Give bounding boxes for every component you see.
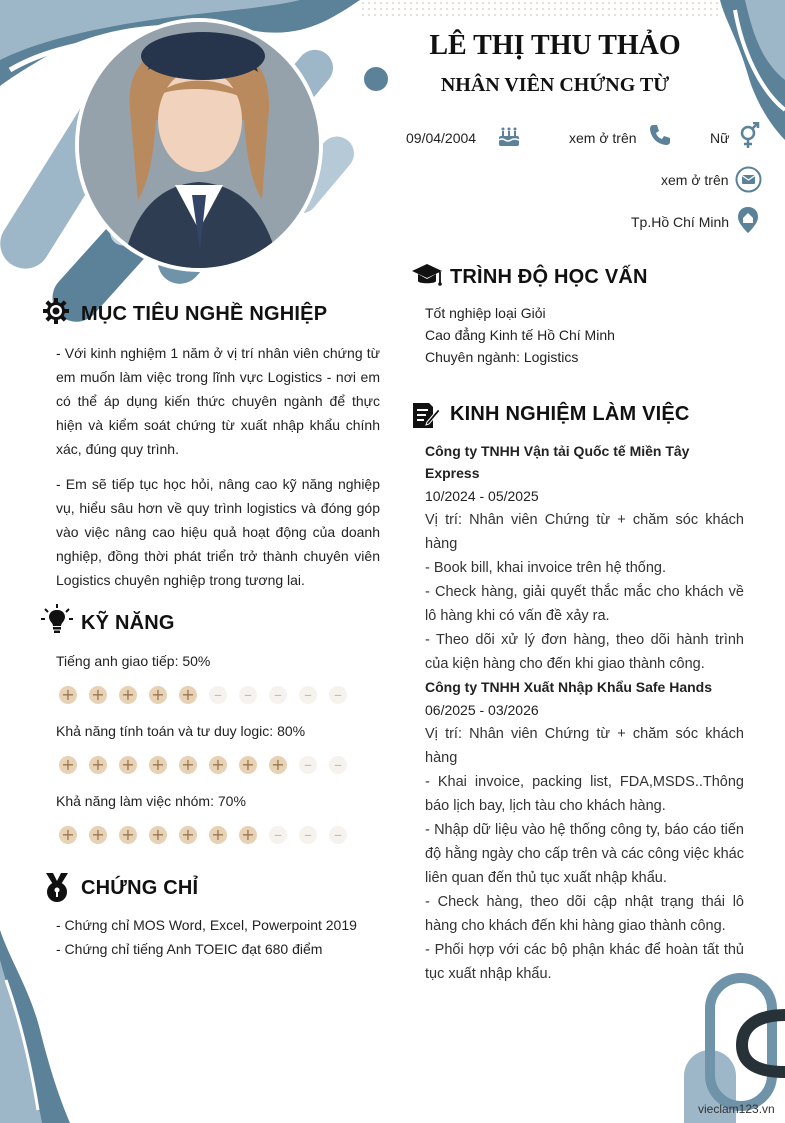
job-period: 06/2025 - 03/2026 — [425, 702, 539, 718]
job-position: Vị trí: Nhân viên Chứng từ + chăm sóc khách hàng — [425, 512, 744, 552]
skill-dot-empty: – — [269, 826, 287, 844]
job-task: - Nhập dữ liệu vào hệ thống công ty, báo cáo tiến độ hằng ngày cho cấp trên và các công việc khác liên quan đến thủ tục xuất nhập khẩu. — [425, 822, 744, 886]
skill-dot-empty: – — [329, 826, 347, 844]
skill-dot-empty: – — [329, 756, 347, 774]
skill-dot-filled: + — [149, 756, 167, 774]
skill-rating-3 — [59, 826, 347, 844]
skill-rating-1 — [59, 686, 347, 704]
skill-dot-empty: – — [209, 686, 227, 704]
medal-icon — [43, 873, 71, 903]
skill-dot-empty: – — [299, 826, 317, 844]
job-entry — [425, 676, 744, 986]
certificates-title: CHỨNG CHỈ — [81, 877, 199, 899]
job-entry — [425, 440, 744, 676]
email-icon — [735, 166, 762, 193]
education-line: Cao đẳng Kinh tế Hồ Chí Minh — [425, 327, 615, 343]
experience-title: KINH NGHIỆM LÀM VIỆC — [450, 403, 690, 425]
objective-paragraph-1: - Với kinh nghiệm 1 năm ở vị trí nhân viên chứng từ em muốn làm việc trong lĩnh vực Logistics - nơi em có thể áp dụng kiến thức chuyên ngành để thực hiện và kiểm soát chứng từ xuất nhập khẩu chính xác, đúng quy trình. — [56, 345, 380, 457]
gender-icon — [737, 122, 761, 150]
watermark[interactable]: vieclam123.vn — [698, 1102, 775, 1116]
gear-icon — [43, 298, 69, 324]
education-line: Chuyên ngành: Logistics — [425, 349, 579, 365]
skill-dot-empty: – — [239, 686, 257, 704]
job-task: - Phối hợp với các bộ phận khác để hoàn tất thủ tục xuất nhập khẩu. — [425, 942, 744, 982]
phone-text: xem ở trên — [569, 130, 637, 146]
skill-dot-filled: + — [59, 686, 77, 704]
skill-rating-2 — [59, 756, 347, 774]
skill-dot-filled: + — [239, 826, 257, 844]
job-task: - Book bill, khai invoice trên hệ thống. — [425, 560, 666, 576]
company-name: Công ty TNHH Vận tải Quốc tế Miền Tây Express — [425, 443, 690, 481]
skill-dot-filled: + — [149, 826, 167, 844]
phone-icon — [648, 123, 672, 147]
location-icon — [737, 206, 759, 234]
skill-dot-filled: + — [179, 756, 197, 774]
job-task: - Khai invoice, packing list, FDA,MSDS..Thông báo lịch bay, lịch tàu cho khách hàng. — [425, 774, 744, 814]
skill-dot-empty: – — [329, 686, 347, 704]
email-text: xem ở trên — [661, 172, 729, 188]
skill-dot-empty: – — [299, 686, 317, 704]
document-edit-icon — [411, 400, 441, 430]
skills-title: KỸ NĂNG — [81, 612, 175, 634]
objective-title: MỤC TIÊU NGHỀ NGHIỆP — [81, 303, 328, 325]
skill-dot-filled: + — [89, 826, 107, 844]
skill-dot-filled: + — [149, 686, 167, 704]
experience-list — [425, 440, 744, 986]
skill-dot-filled: + — [209, 826, 227, 844]
certificate-item: - Chứng chỉ tiếng Anh TOEIC đạt 680 điểm — [56, 941, 323, 957]
skill-dot-empty: – — [269, 686, 287, 704]
birthday-text: 09/04/2004 — [406, 130, 477, 146]
job-position: Vị trí: Nhân viên Chứng từ + chăm sóc khách hàng — [425, 726, 744, 766]
objective-paragraph-2: - Em sẽ tiếp tục học hỏi, nâng cao kỹ năng nghiệp vụ, hiểu sâu hơn về quy trình logistics và đóng góp vào việc nâng cao hiệu quả hoạt động của doanh nghiệp, đồng thời phát triển trở thành chuyên viên Logistics chuyên nghiệp trong tương lai. — [56, 476, 380, 588]
skill-dot-filled: + — [119, 826, 137, 844]
cake-icon — [496, 124, 522, 148]
skill-dot-filled: + — [179, 826, 197, 844]
candidate-name: LÊ THỊ THU THẢO — [429, 30, 681, 61]
skill-dot-filled: + — [209, 756, 227, 774]
lightbulb-icon — [41, 604, 73, 634]
skill-dot-filled: + — [119, 686, 137, 704]
certificate-item: - Chứng chỉ MOS Word, Excel, Powerpoint 2019 — [56, 917, 357, 933]
skill-dot-filled: + — [59, 826, 77, 844]
gender-text: Nữ — [710, 130, 730, 146]
education-line: Tốt nghiệp loại Giỏi — [425, 305, 546, 321]
graduation-cap-icon — [411, 262, 443, 290]
skill-dot-empty: – — [299, 756, 317, 774]
skill-dot-filled: + — [269, 756, 287, 774]
job-task: - Check hàng, theo dõi cập nhật trạng thái lô hàng cho khách đến khi hàng giao thành công. — [425, 894, 744, 934]
education-title: TRÌNH ĐỘ HỌC VẤN — [450, 266, 648, 288]
skill-dot-filled: + — [119, 756, 137, 774]
address-text: Tp.Hồ Chí Minh — [631, 214, 730, 230]
candidate-role: NHÂN VIÊN CHỨNG TỪ — [440, 74, 670, 96]
skill-label: Tiếng anh giao tiếp: 50% — [56, 653, 211, 669]
skill-label: Khả năng làm việc nhóm: 70% — [56, 793, 246, 809]
skill-dot-filled: + — [179, 686, 197, 704]
skill-dot-filled: + — [239, 756, 257, 774]
skill-dot-filled: + — [59, 756, 77, 774]
job-task: - Check hàng, giải quyết thắc mắc cho khách về lô hàng khi có vấn đề xảy ra. — [425, 584, 744, 624]
skill-dot-filled: + — [89, 756, 107, 774]
skill-label: Khả năng tính toán và tư duy logic: 80% — [56, 723, 306, 739]
job-period: 10/2024 - 05/2025 — [425, 488, 539, 504]
job-task: - Theo dõi xử lý đơn hàng, theo dõi hành trình của kiện hàng cho đến khi giao thành công. — [425, 632, 744, 672]
skill-dot-filled: + — [89, 686, 107, 704]
company-name: Công ty TNHH Xuất Nhập Khẩu Safe Hands — [425, 679, 713, 695]
